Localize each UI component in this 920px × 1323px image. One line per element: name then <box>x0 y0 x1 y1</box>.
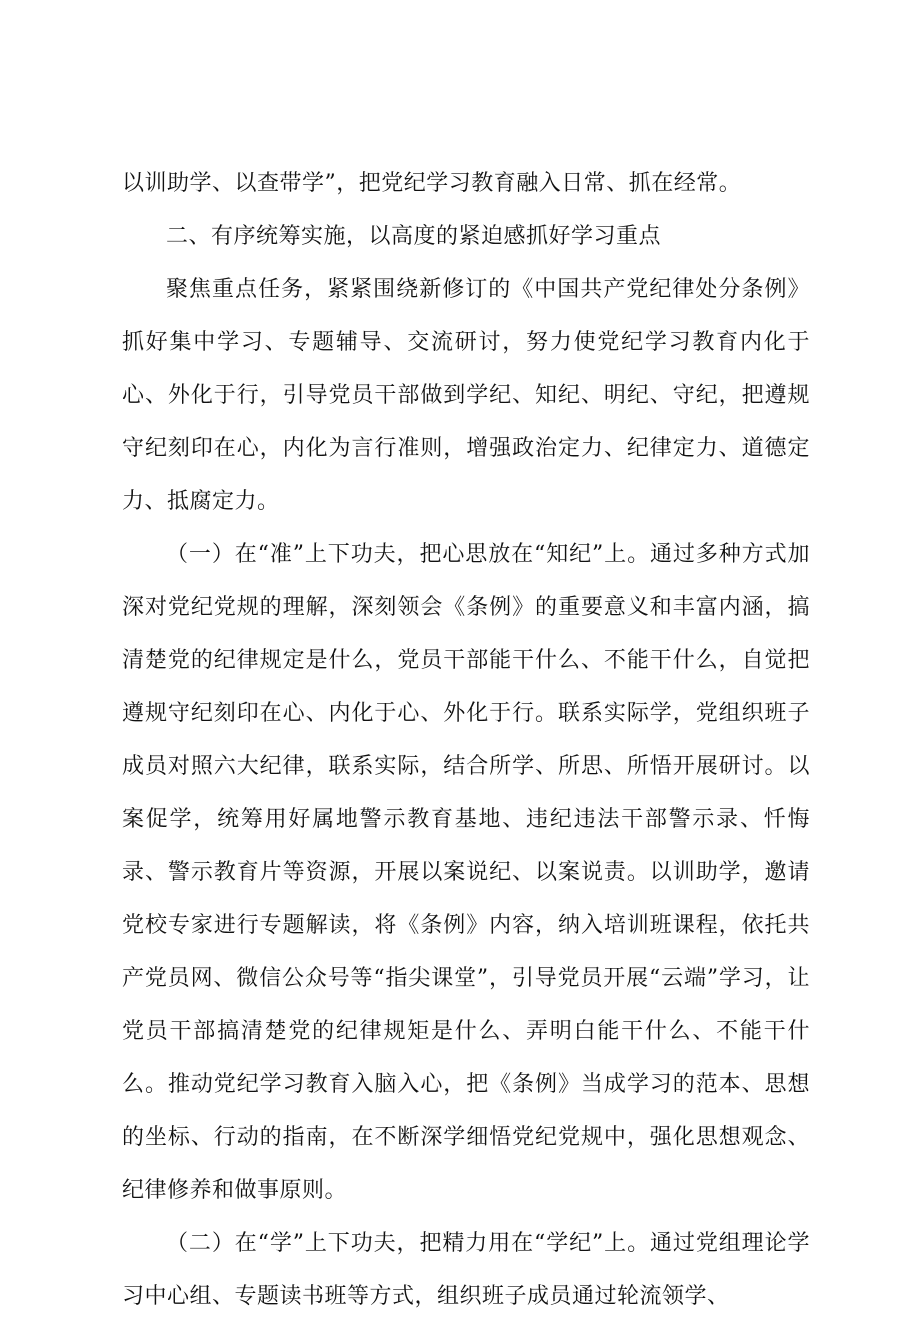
paragraph-point-one: （一）在“准”上下功夫，把心思放在“知纪”上。通过多种方式加深对党纪党规的理解，深刻领会《条例》的重要意义和丰富内涵，搞清楚党的纪律规定是什么，党员干部能干什么、不能干什么，自觉把遵规守纪刻印在心、内化于心、外化于行。联系实际学，党组织班子成员对照六大纪律，联系实际，结合所学、所思、所悟开展研讨。以案促学，统筹用好属地警示教育基地、违纪违法干部警示录、忏悔录、警示教育片等资源，开展以案说纪、以案说责。以训助学，邀请党校专家进行专题解读，将《条例》内容，纳入培训班课程，依托共产党员网、微信公众号等“指尖课堂”，引导党员开展“云端”学习，让党员干部搞清楚党的纪律规矩是什么、弄明白能干什么、不能干什么。推动党纪学习教育入脑入心，把《条例》当成学习的范本、思想的坐标、行动的指南，在不断深学细悟党纪党规中，强化思想观念、纪律修养和做事原则。 <box>122 542 810 1203</box>
document-body <box>122 157 810 1323</box>
paragraph-continuation: 以训助学、以查带学”，把党纪学习教育融入日常、抓在经常。 <box>122 171 742 196</box>
section-heading-two: 二、有序统筹实施，以高度的紧迫感抓好学习重点 <box>166 224 662 249</box>
paragraph-focus-tasks: 聚焦重点任务，紧紧围绕新修订的《中国共产党纪律处分条例》抓好集中学习、专题辅导、交流研讨，努力使党纪学习教育内化于心、外化于行，引导党员干部做到学纪、知纪、明纪、守纪，把遵规守纪刻印在心，内化为言行准则，增强政治定力、纪律定力、道德定力、抵腐定力。 <box>122 277 810 514</box>
paragraph-point-two: （二）在“学”上下功夫，把精力用在“学纪”上。通过党组理论学习中心组、专题读书班等方式，组织班子成员通过轮流领学、 <box>122 1231 810 1309</box>
